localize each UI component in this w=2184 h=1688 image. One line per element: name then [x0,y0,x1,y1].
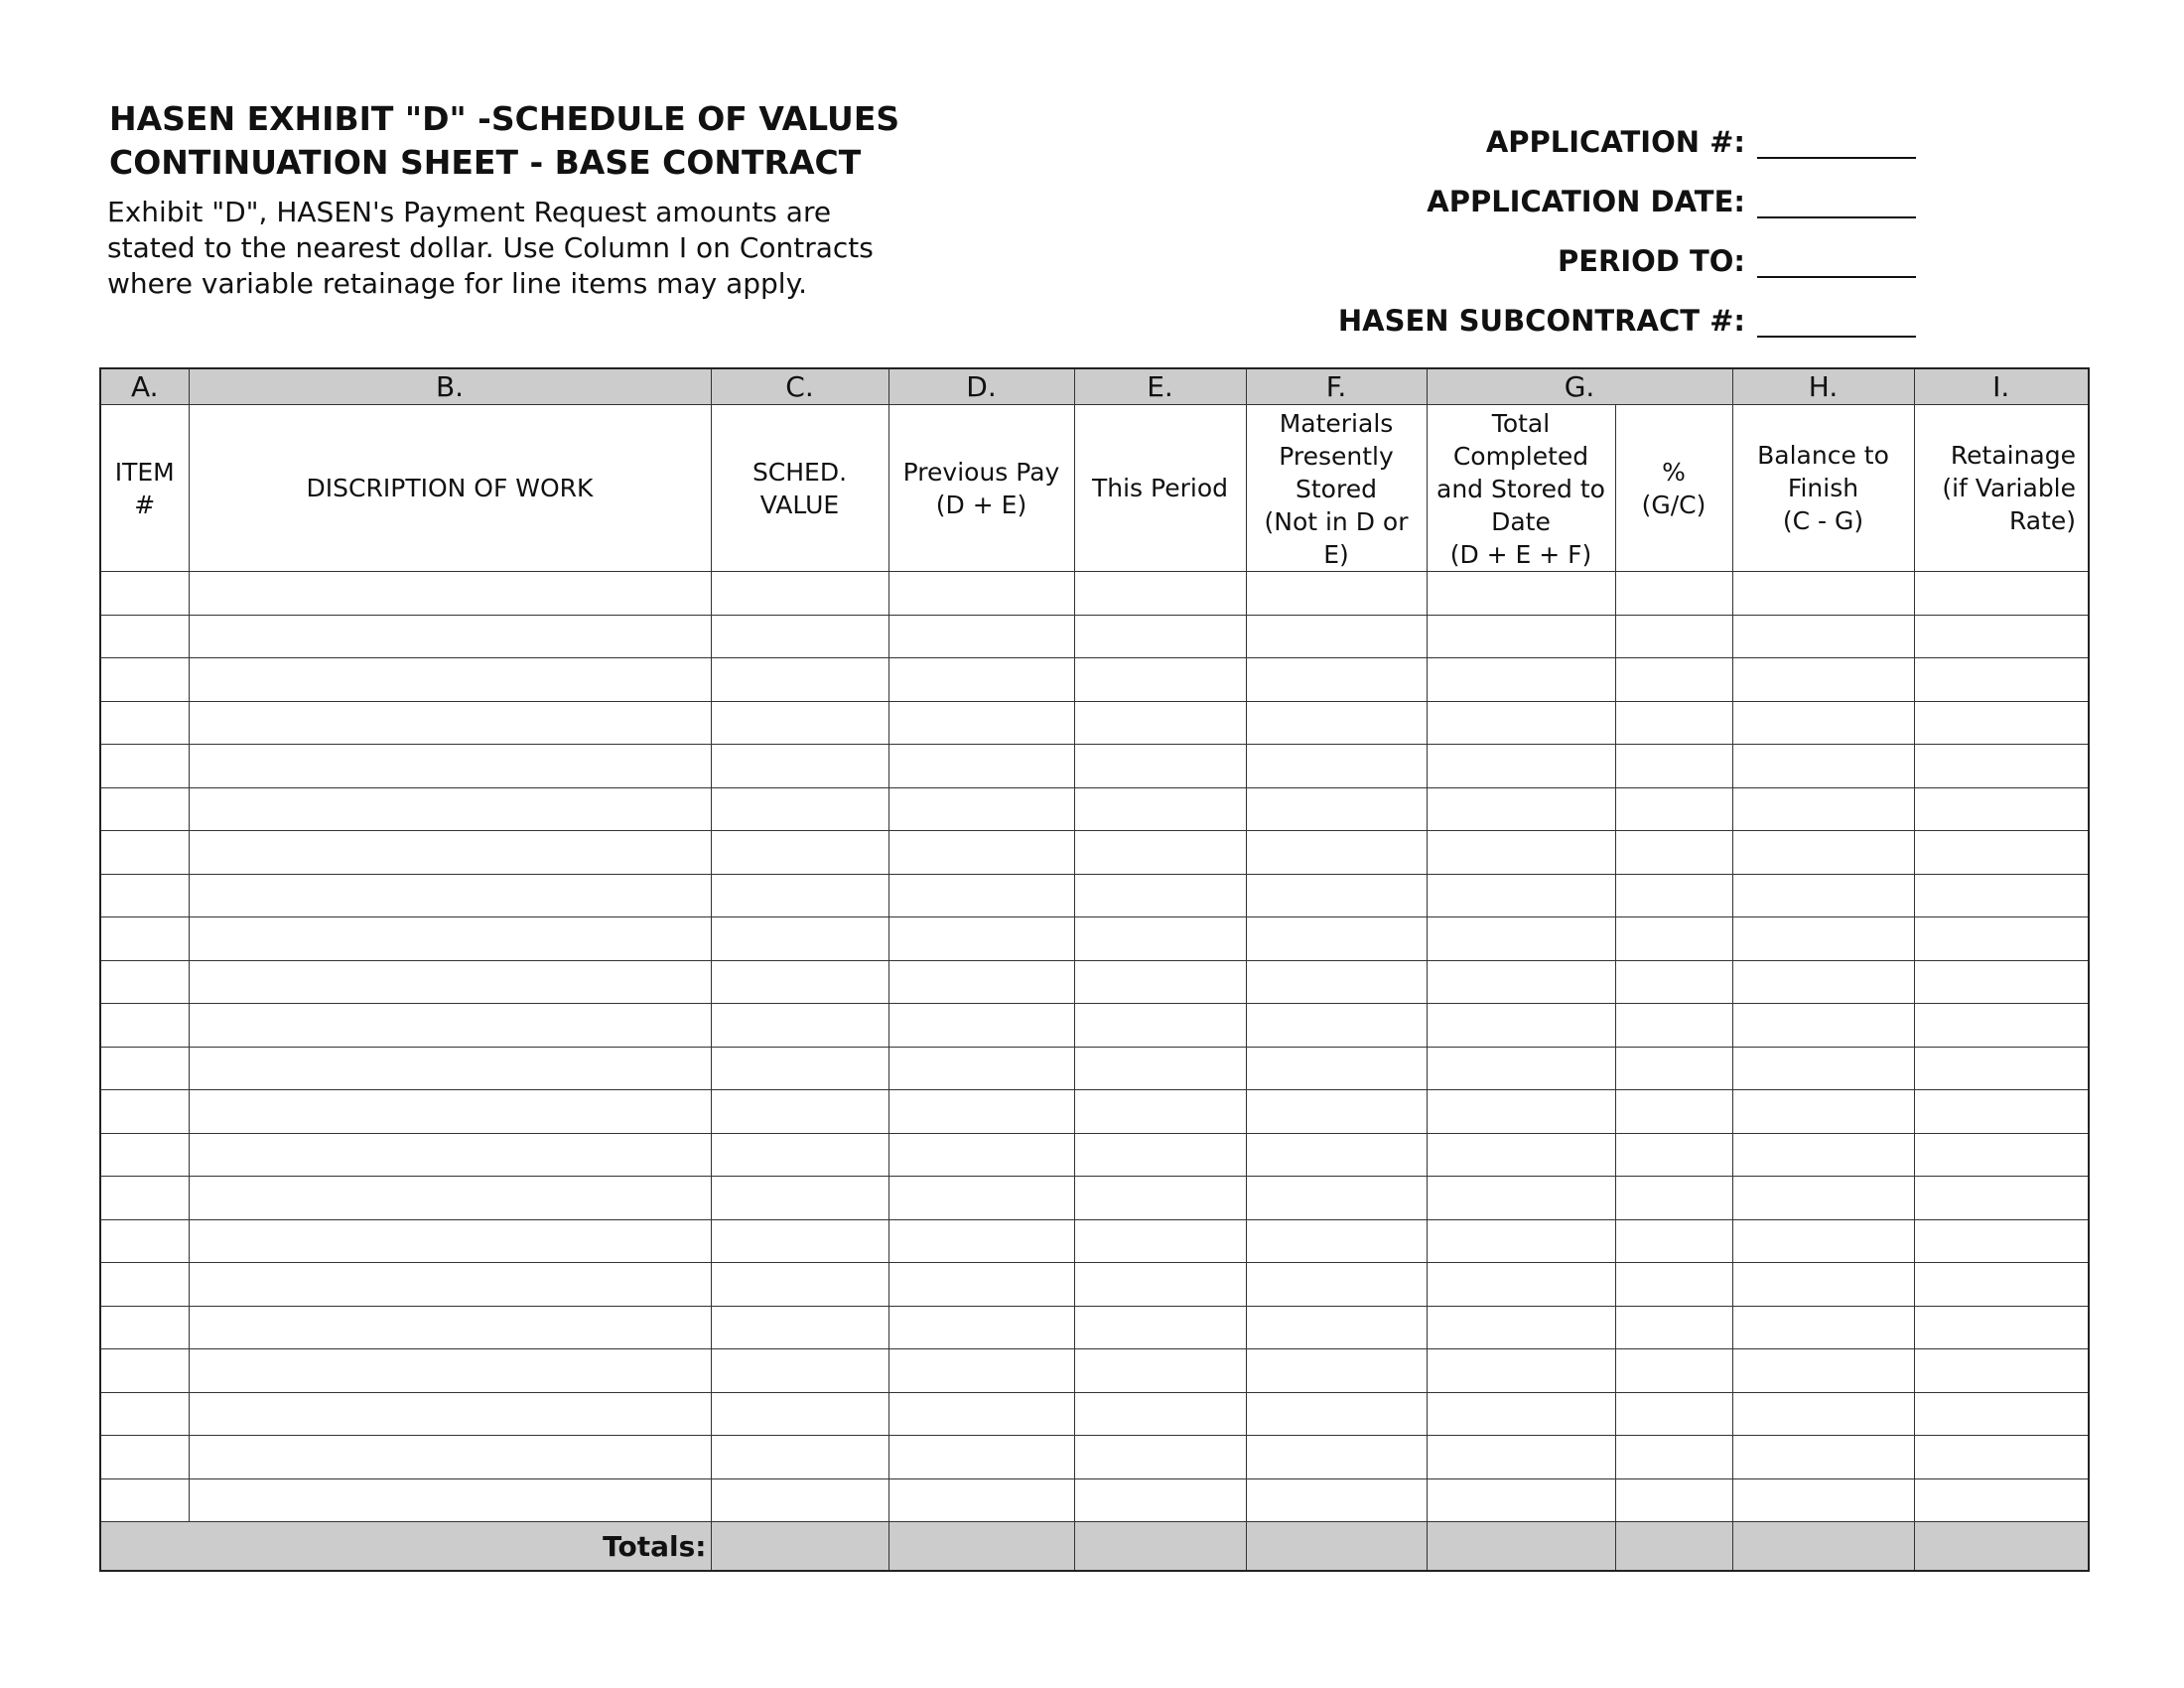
scheduled-value-cell[interactable] [711,1047,888,1090]
this-period-cell[interactable] [1074,658,1246,702]
materials-stored-cell[interactable] [1246,1177,1427,1220]
balance-to-finish-cell[interactable] [1732,1349,1914,1393]
total-percent-cell[interactable] [1615,1522,1732,1572]
this-period-cell[interactable] [1074,917,1246,961]
total-completed-cell[interactable] [1427,1436,1615,1479]
balance-to-finish-cell[interactable] [1732,917,1914,961]
column-letter-a: A. [100,368,189,405]
this-period-cell[interactable] [1074,1349,1246,1393]
previous-pay-cell[interactable] [888,701,1074,745]
table-row [100,1306,2089,1349]
percent-cell[interactable] [1615,1263,1732,1307]
header-previous-pay: Previous Pay (D + E) [888,405,1074,572]
balance-to-finish-cell[interactable] [1732,658,1914,702]
previous-pay-cell[interactable] [888,1219,1074,1263]
total-completed-cell[interactable] [1427,1478,1615,1522]
column-letter-b: B. [189,368,711,405]
retainage-cell[interactable] [1914,787,2089,831]
this-period-cell[interactable] [1074,1177,1246,1220]
totals-label: Totals: [100,1522,711,1572]
description-cell[interactable] [189,1133,711,1177]
this-period-cell[interactable] [1074,1090,1246,1134]
total-previous-pay-cell[interactable] [888,1522,1074,1572]
percent-cell[interactable] [1615,787,1732,831]
this-period-cell[interactable] [1074,1004,1246,1048]
previous-pay-cell[interactable] [888,1349,1074,1393]
item-number-cell[interactable] [100,1090,189,1134]
scheduled-value-cell[interactable] [711,1177,888,1220]
percent-cell[interactable] [1615,874,1732,917]
total-completed-cell[interactable] [1427,874,1615,917]
balance-to-finish-cell[interactable] [1732,1306,1914,1349]
table-row [100,1263,2089,1307]
percent-cell[interactable] [1615,615,1732,658]
retainage-cell[interactable] [1914,1047,2089,1090]
previous-pay-cell[interactable] [888,1177,1074,1220]
previous-pay-cell[interactable] [888,658,1074,702]
retainage-cell[interactable] [1914,917,2089,961]
previous-pay-cell[interactable] [888,787,1074,831]
table-row [100,1349,2089,1393]
materials-stored-cell[interactable] [1246,1436,1427,1479]
materials-stored-cell[interactable] [1246,831,1427,875]
total-completed-cell[interactable] [1427,1522,1615,1572]
previous-pay-cell[interactable] [888,874,1074,917]
balance-to-finish-cell[interactable] [1732,1263,1914,1307]
description-cell[interactable] [189,1219,711,1263]
header-total-completed: Total Completed and Stored to Date (D + E + F) [1427,405,1615,572]
total-scheduled-value-cell[interactable] [711,1522,888,1572]
percent-cell[interactable] [1615,1219,1732,1263]
balance-to-finish-cell[interactable] [1732,1004,1914,1048]
table-row [100,831,2089,875]
totals-row [100,1522,2089,1572]
percent-cell[interactable] [1615,1047,1732,1090]
column-letter-e: E. [1074,368,1246,405]
scheduled-value-cell[interactable] [711,745,888,788]
table-row [100,960,2089,1004]
description-cell[interactable] [189,572,711,616]
table-row [100,1478,2089,1522]
scheduled-value-cell[interactable] [711,1392,888,1436]
description-cell[interactable] [189,1478,711,1522]
item-number-cell[interactable] [100,1177,189,1220]
this-period-cell[interactable] [1074,1436,1246,1479]
this-period-cell[interactable] [1074,1047,1246,1090]
total-completed-cell[interactable] [1427,1306,1615,1349]
total-completed-cell[interactable] [1427,1349,1615,1393]
description-cell[interactable] [189,1047,711,1090]
materials-stored-cell[interactable] [1246,701,1427,745]
materials-stored-cell[interactable] [1246,1263,1427,1307]
balance-to-finish-cell[interactable] [1732,1047,1914,1090]
description-cell[interactable] [189,831,711,875]
balance-to-finish-cell[interactable] [1732,787,1914,831]
total-completed-cell[interactable] [1427,615,1615,658]
item-number-cell[interactable] [100,917,189,961]
item-number-cell[interactable] [100,874,189,917]
header-this-period: This Period [1074,405,1246,572]
percent-cell[interactable] [1615,1349,1732,1393]
application-number-field[interactable] [1338,99,1916,159]
this-period-cell[interactable] [1074,615,1246,658]
item-number-cell[interactable] [100,745,189,788]
retainage-cell[interactable] [1914,1219,2089,1263]
period-to-label: PERIOD TO: [1557,244,1745,278]
percent-cell[interactable] [1615,1392,1732,1436]
retainage-cell[interactable] [1914,831,2089,875]
description-cell[interactable] [189,1306,711,1349]
materials-stored-cell[interactable] [1246,615,1427,658]
this-period-cell[interactable] [1074,745,1246,788]
percent-cell[interactable] [1615,701,1732,745]
table-row [100,1219,2089,1263]
header-item-number: ITEM # [100,405,189,572]
previous-pay-cell[interactable] [888,745,1074,788]
percent-cell[interactable] [1615,745,1732,788]
scheduled-value-cell[interactable] [711,1306,888,1349]
total-completed-cell[interactable] [1427,1263,1615,1307]
retainage-cell[interactable] [1914,1306,2089,1349]
table-row [100,1004,2089,1048]
item-number-cell[interactable] [100,960,189,1004]
application-date-blank[interactable] [1757,191,1916,218]
materials-stored-cell[interactable] [1246,1047,1427,1090]
total-completed-cell[interactable] [1427,701,1615,745]
description-cell[interactable] [189,1263,711,1307]
scheduled-value-cell[interactable] [711,701,888,745]
scheduled-value-cell[interactable] [711,1478,888,1522]
column-letter-g: G. [1427,368,1732,405]
materials-stored-cell[interactable] [1246,1133,1427,1177]
previous-pay-cell[interactable] [888,1263,1074,1307]
total-completed-cell[interactable] [1427,1177,1615,1220]
description-cell[interactable] [189,701,711,745]
balance-to-finish-cell[interactable] [1732,960,1914,1004]
total-completed-cell[interactable] [1427,1090,1615,1134]
this-period-cell[interactable] [1074,572,1246,616]
total-completed-cell[interactable] [1427,831,1615,875]
previous-pay-cell[interactable] [888,615,1074,658]
this-period-cell[interactable] [1074,701,1246,745]
application-date-field[interactable] [1338,159,1916,218]
this-period-cell[interactable] [1074,1306,1246,1349]
table-row [100,1047,2089,1090]
total-completed-cell[interactable] [1427,1392,1615,1436]
percent-cell[interactable] [1615,1004,1732,1048]
previous-pay-cell[interactable] [888,1133,1074,1177]
description-cell[interactable] [189,1177,711,1220]
this-period-cell[interactable] [1074,831,1246,875]
description-cell[interactable] [189,960,711,1004]
percent-cell[interactable] [1615,658,1732,702]
item-number-cell[interactable] [100,1392,189,1436]
materials-stored-cell[interactable] [1246,787,1427,831]
retainage-cell[interactable] [1914,1436,2089,1479]
total-balance-cell[interactable] [1732,1522,1914,1572]
table-row [100,1090,2089,1134]
materials-stored-cell[interactable] [1246,960,1427,1004]
this-period-cell[interactable] [1074,1392,1246,1436]
application-number-blank[interactable] [1757,131,1916,159]
item-number-cell[interactable] [100,572,189,616]
scheduled-value-cell[interactable] [711,1004,888,1048]
application-info [1338,99,1916,338]
column-header-row [100,405,2089,572]
previous-pay-cell[interactable] [888,960,1074,1004]
title-line-1: HASEN EXHIBIT "D" -SCHEDULE OF VALUES [109,99,900,138]
materials-stored-cell[interactable] [1246,658,1427,702]
retainage-cell[interactable] [1914,1263,2089,1307]
previous-pay-cell[interactable] [888,1047,1074,1090]
materials-stored-cell[interactable] [1246,1219,1427,1263]
retainage-cell[interactable] [1914,701,2089,745]
balance-to-finish-cell[interactable] [1732,615,1914,658]
this-period-cell[interactable] [1074,960,1246,1004]
materials-stored-cell[interactable] [1246,1306,1427,1349]
period-to-field[interactable] [1338,218,1916,278]
balance-to-finish-cell[interactable] [1732,831,1914,875]
header-retainage: Retainage (if Variable Rate) [1914,405,2089,572]
percent-cell[interactable] [1615,917,1732,961]
table-row [100,701,2089,745]
this-period-cell[interactable] [1074,1478,1246,1522]
percent-cell[interactable] [1615,1090,1732,1134]
scheduled-value-cell[interactable] [711,1133,888,1177]
column-letter-d: D. [888,368,1074,405]
retainage-cell[interactable] [1914,572,2089,616]
materials-stored-cell[interactable] [1246,1090,1427,1134]
previous-pay-cell[interactable] [888,831,1074,875]
description-cell[interactable] [189,1436,711,1479]
this-period-cell[interactable] [1074,1219,1246,1263]
balance-to-finish-cell[interactable] [1732,1436,1914,1479]
previous-pay-cell[interactable] [888,1306,1074,1349]
retainage-cell[interactable] [1914,1392,2089,1436]
item-number-cell[interactable] [100,787,189,831]
header-description: DISCRIPTION OF WORK [189,405,711,572]
item-number-cell[interactable] [100,701,189,745]
header-percent: % (G/C) [1615,405,1732,572]
instructions-text: Exhibit "D", HASEN's Payment Request amounts are stated to the nearest dollar. Use Column I on Contracts where variable retainage for line items may apply. [107,196,874,300]
description-cell[interactable] [189,615,711,658]
retainage-cell[interactable] [1914,960,2089,1004]
total-completed-cell[interactable] [1427,1133,1615,1177]
scheduled-value-cell[interactable] [711,1090,888,1134]
schedule-of-values-table [99,367,2090,1572]
description-cell[interactable] [189,1090,711,1134]
description-cell[interactable] [189,745,711,788]
scheduled-value-cell[interactable] [711,615,888,658]
percent-cell[interactable] [1615,831,1732,875]
scheduled-value-cell[interactable] [711,874,888,917]
total-completed-cell[interactable] [1427,572,1615,616]
total-completed-cell[interactable] [1427,960,1615,1004]
total-retainage-cell[interactable] [1914,1522,2089,1572]
retainage-cell[interactable] [1914,1133,2089,1177]
description-cell[interactable] [189,874,711,917]
percent-cell[interactable] [1615,1478,1732,1522]
previous-pay-cell[interactable] [888,1478,1074,1522]
retainage-cell[interactable] [1914,874,2089,917]
table-row [100,615,2089,658]
table-row [100,572,2089,616]
total-completed-cell[interactable] [1427,745,1615,788]
item-number-cell[interactable] [100,615,189,658]
total-completed-cell[interactable] [1427,1047,1615,1090]
item-number-cell[interactable] [100,1478,189,1522]
balance-to-finish-cell[interactable] [1732,1133,1914,1177]
subcontract-number-label: HASEN SUBCONTRACT #: [1337,304,1745,338]
materials-stored-cell[interactable] [1246,1004,1427,1048]
balance-to-finish-cell[interactable] [1732,1177,1914,1220]
scheduled-value-cell[interactable] [711,658,888,702]
previous-pay-cell[interactable] [888,1004,1074,1048]
description-cell[interactable] [189,1349,711,1393]
previous-pay-cell[interactable] [888,1392,1074,1436]
balance-to-finish-cell[interactable] [1732,1219,1914,1263]
balance-to-finish-cell[interactable] [1732,874,1914,917]
scheduled-value-cell[interactable] [711,1436,888,1479]
item-number-cell[interactable] [100,831,189,875]
item-number-cell[interactable] [100,658,189,702]
item-number-cell[interactable] [100,1263,189,1307]
column-letter-f: F. [1246,368,1427,405]
percent-cell[interactable] [1615,1133,1732,1177]
description-cell[interactable] [189,917,711,961]
percent-cell[interactable] [1615,1306,1732,1349]
scheduled-value-cell[interactable] [711,572,888,616]
application-date-label: APPLICATION DATE: [1427,185,1745,218]
balance-to-finish-cell[interactable] [1732,1478,1914,1522]
percent-cell[interactable] [1615,1177,1732,1220]
total-completed-cell[interactable] [1427,658,1615,702]
scheduled-value-cell[interactable] [711,960,888,1004]
table-row [100,874,2089,917]
table-row [100,745,2089,788]
scheduled-value-cell[interactable] [711,1263,888,1307]
column-letter-row [100,368,2089,405]
retainage-cell[interactable] [1914,658,2089,702]
table-row [100,917,2089,961]
percent-cell[interactable] [1615,572,1732,616]
materials-stored-cell[interactable] [1246,1478,1427,1522]
item-number-cell[interactable] [100,1133,189,1177]
scheduled-value-cell[interactable] [711,917,888,961]
balance-to-finish-cell[interactable] [1732,1392,1914,1436]
retainage-cell[interactable] [1914,1478,2089,1522]
item-number-cell[interactable] [100,1219,189,1263]
column-letter-h: H. [1732,368,1914,405]
header-materials-stored: Materials Presently Stored (Not in D or E) [1246,405,1427,572]
item-number-cell[interactable] [100,1306,189,1349]
materials-stored-cell[interactable] [1246,874,1427,917]
form-title [109,97,899,185]
this-period-cell[interactable] [1074,1133,1246,1177]
header-scheduled-value: SCHED. VALUE [711,405,888,572]
balance-to-finish-cell[interactable] [1732,1090,1914,1134]
header-balance-to-finish: Balance to Finish (C - G) [1732,405,1914,572]
scheduled-value-cell[interactable] [711,1219,888,1263]
previous-pay-cell[interactable] [888,1090,1074,1134]
column-letter-i: I. [1914,368,2089,405]
total-materials-stored-cell[interactable] [1246,1522,1427,1572]
total-this-period-cell[interactable] [1074,1522,1246,1572]
materials-stored-cell[interactable] [1246,572,1427,616]
column-letter-c: C. [711,368,888,405]
period-to-blank[interactable] [1757,250,1916,278]
table-row [100,1177,2089,1220]
this-period-cell[interactable] [1074,787,1246,831]
item-number-cell[interactable] [100,1349,189,1393]
table-row [100,787,2089,831]
table-body [100,572,2089,1522]
balance-to-finish-cell[interactable] [1732,572,1914,616]
item-number-cell[interactable] [100,1047,189,1090]
description-cell[interactable] [189,658,711,702]
subcontract-number-blank[interactable] [1757,310,1916,338]
retainage-cell[interactable] [1914,1090,2089,1134]
total-completed-cell[interactable] [1427,917,1615,961]
description-cell[interactable] [189,787,711,831]
scheduled-value-cell[interactable] [711,1349,888,1393]
previous-pay-cell[interactable] [888,917,1074,961]
percent-cell[interactable] [1615,960,1732,1004]
retainage-cell[interactable] [1914,1004,2089,1048]
materials-stored-cell[interactable] [1246,1392,1427,1436]
scheduled-value-cell[interactable] [711,831,888,875]
balance-to-finish-cell[interactable] [1732,745,1914,788]
retainage-cell[interactable] [1914,745,2089,788]
total-completed-cell[interactable] [1427,1004,1615,1048]
total-completed-cell[interactable] [1427,787,1615,831]
table-row [100,1133,2089,1177]
materials-stored-cell[interactable] [1246,1349,1427,1393]
this-period-cell[interactable] [1074,874,1246,917]
item-number-cell[interactable] [100,1004,189,1048]
this-period-cell[interactable] [1074,1263,1246,1307]
materials-stored-cell[interactable] [1246,745,1427,788]
table-row [100,1436,2089,1479]
retainage-cell[interactable] [1914,615,2089,658]
application-number-label: APPLICATION #: [1485,125,1745,159]
description-cell[interactable] [189,1392,711,1436]
retainage-cell[interactable] [1914,1349,2089,1393]
total-completed-cell[interactable] [1427,1219,1615,1263]
table-row [100,658,2089,702]
table-row [100,1392,2089,1436]
subcontract-number-field[interactable] [1338,278,1916,338]
previous-pay-cell[interactable] [888,572,1074,616]
percent-cell[interactable] [1615,1436,1732,1479]
balance-to-finish-cell[interactable] [1732,701,1914,745]
description-cell[interactable] [189,1004,711,1048]
title-line-2: CONTINUATION SHEET - BASE CONTRACT [109,143,862,182]
item-number-cell[interactable] [100,1436,189,1479]
scheduled-value-cell[interactable] [711,787,888,831]
retainage-cell[interactable] [1914,1177,2089,1220]
previous-pay-cell[interactable] [888,1436,1074,1479]
materials-stored-cell[interactable] [1246,917,1427,961]
